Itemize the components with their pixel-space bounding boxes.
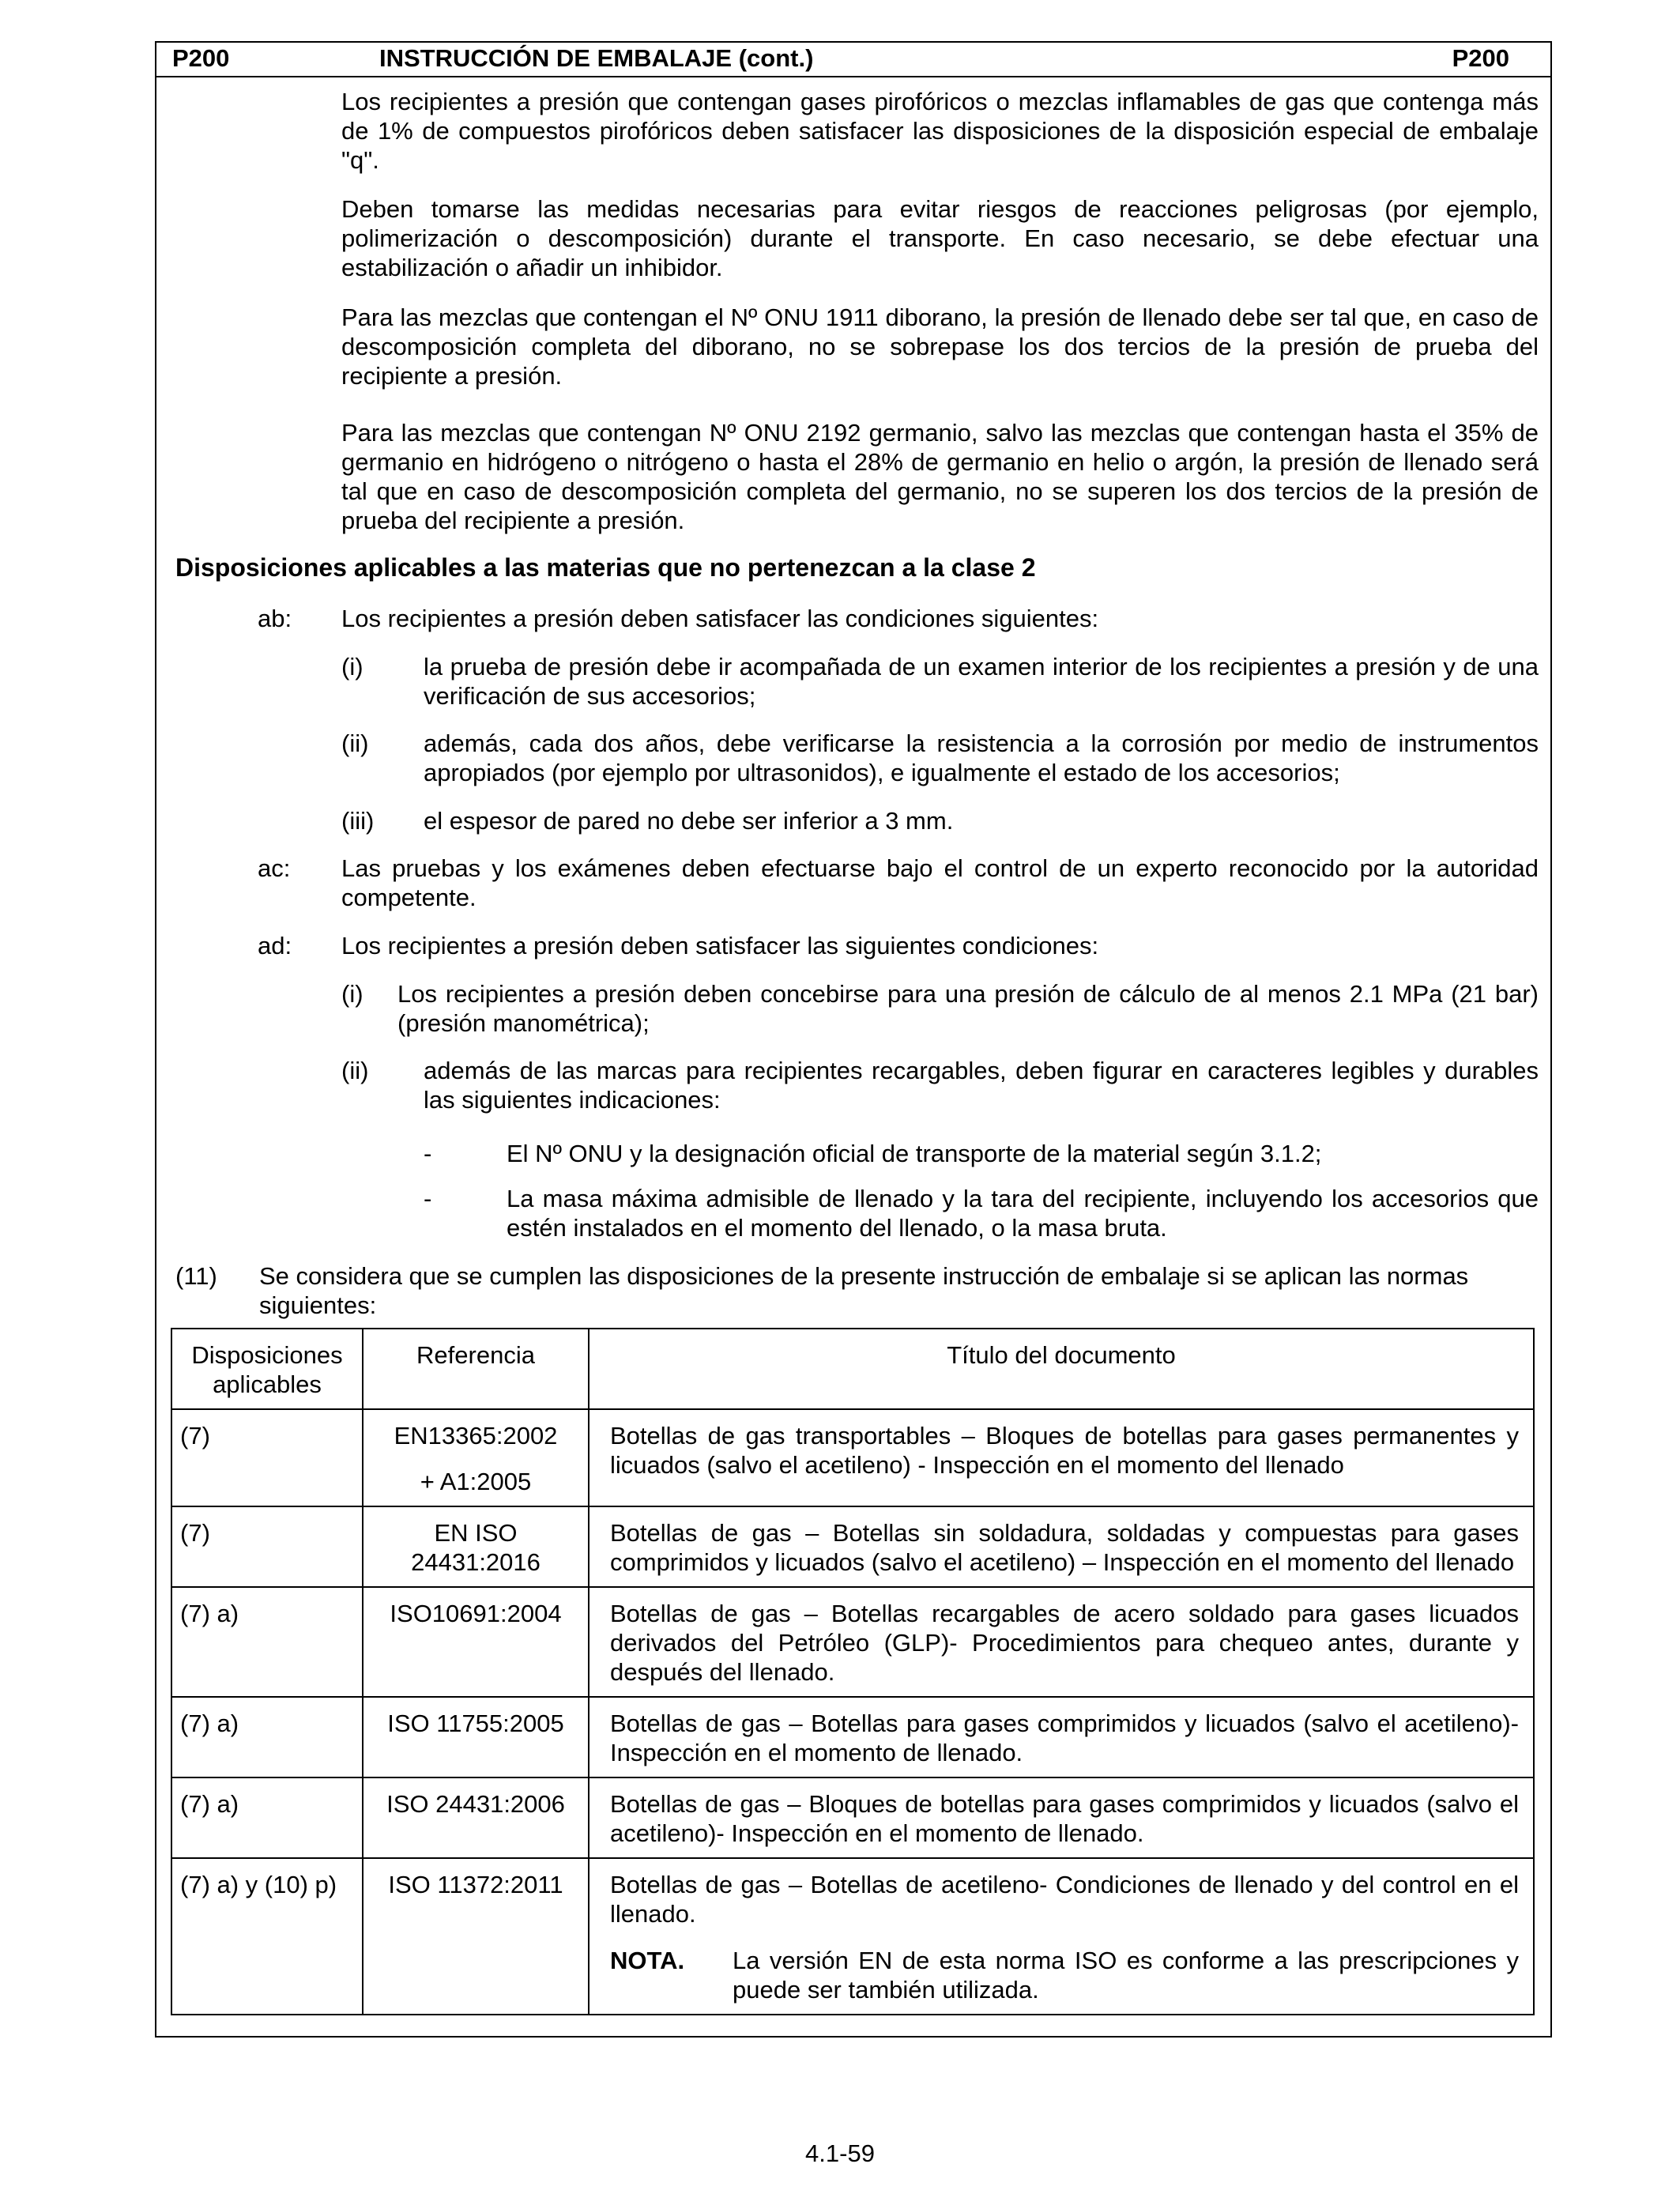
reference-amendment: + A1:2005 xyxy=(420,1468,532,1495)
dash-item-text: La masa máxima admisible de llenado y la tara del recipiente, incluyendo los accesorios que estén instalados en el momento del llenado, o la masa bruta. xyxy=(507,1185,1539,1242)
column-header: Referencia xyxy=(363,1329,589,1409)
provision-label-ab: ab: xyxy=(258,605,292,632)
column-header: Disposiciones aplicables xyxy=(171,1329,363,1409)
reference-cell: ISO 24431:2006 xyxy=(363,1777,589,1858)
list-item-text: además de las marcas para recipientes recargables, deben figurar en caracteres legibles y durables las siguientes indicaciones: xyxy=(424,1057,1539,1114)
column-header: Título del documento xyxy=(589,1329,1534,1409)
title-cell: Botellas de gas transportables – Bloques de botellas para gases permanentes y licuados (salvo el acetileno) - Inspección en el momento del llenado xyxy=(589,1409,1534,1506)
provision-cell: (7) a) xyxy=(171,1777,363,1858)
list-item-text: la prueba de presión debe ir acompañada de un examen interior de los recipientes a presión y de una verificación de sus accesorios; xyxy=(424,653,1539,710)
provision-cell: (7) xyxy=(171,1409,363,1506)
reference-text: EN13365:2002 xyxy=(394,1422,558,1449)
provision-cell: (7) a) xyxy=(171,1587,363,1697)
provision-label-ad: ad: xyxy=(258,932,292,959)
paragraph-diborane: Para las mezclas que contengan el Nº ONU 1911 diborano, la presión de llenado debe ser tal que, en caso de descomposición completa del diborano, no se sobrepase los dos tercios de la presión de prueba del recipiente a presión. xyxy=(341,303,1539,390)
header-title: INSTRUCCIÓN DE EMBALAJE (cont.) xyxy=(379,44,814,72)
paragraph-11-text: Se considera que se cumplen las disposiciones de la presente instrucción de embalaje si se aplican las normas siguientes: xyxy=(259,1262,1469,1319)
header-left-code: P200 xyxy=(172,44,230,72)
reference-cell: ISO10691:2004 xyxy=(363,1587,589,1697)
title-cell: Botellas de gas – Botellas sin soldadura, soldadas y compuestas para gases comprimidos y licuados (salvo el acetileno) – Inspección en el momento del llenado xyxy=(589,1506,1534,1587)
reference-cell: ISO 11755:2005 xyxy=(363,1697,589,1777)
provision-label-ac: ac: xyxy=(258,854,291,882)
provision-cell: (7) a) y (10) p) xyxy=(171,1858,363,2015)
dash-bullet: - xyxy=(424,1140,432,1167)
paragraph-pyrophoric: Los recipientes a presión que contengan gases pirofóricos o mezclas inflamables de gas que contenga más de 1% de compuestos pirofóricos deben satisfacer las disposiciones de la disposición especial de embalaje "q". xyxy=(341,88,1539,174)
table-row xyxy=(171,1587,1534,1697)
reference-cell: ISO 11372:2011 xyxy=(363,1858,589,2015)
provision-cell: (7) xyxy=(171,1506,363,1587)
title-text: Botellas de gas – Botellas de acetileno- Condiciones de llenado y del control en el llenado. xyxy=(610,1871,1519,1928)
title-cell: Botellas de gas – Botellas para gases comprimidos y licuados (salvo el acetileno)- Inspección en el momento de llenado. xyxy=(589,1697,1534,1777)
standards-table xyxy=(171,1328,1535,2015)
note xyxy=(610,1946,1519,2004)
paragraph-number-11: (11) xyxy=(175,1262,217,1290)
list-number: (iii) xyxy=(341,807,375,835)
title-cell: Botellas de gas – Botellas recargables de acero soldado para gases licuados derivados del Petróleo (GLP)- Procedimientos para chequeo antes, durante y después del llenado. xyxy=(589,1587,1534,1697)
paragraph-reactions: Deben tomarse las medidas necesarias para evitar riesgos de reacciones peligrosas (por ejemplo, polimerización o descomposición) durante el transporte. En caso necesario, se debe efectuar una estabilización o añadir un inhibidor. xyxy=(341,195,1539,281)
list-number: (i) xyxy=(341,980,363,1008)
table-row xyxy=(171,1506,1534,1587)
table-row xyxy=(171,1777,1534,1858)
provision-text-ad: Los recipientes a presión deben satisfacer las siguientes condiciones: xyxy=(341,932,1099,959)
title-cell: Botellas de gas – Bloques de botellas para gases comprimidos y licuados (salvo el acetileno)- Inspección en el momento de llenado. xyxy=(589,1777,1534,1858)
list-item-text-inline: Los recipientes a presión deben concebirse para una presión de cálculo de al menos 2.1 MPa (21 bar) (presión manométrica); xyxy=(397,980,1539,1037)
paragraph-germanium: Para las mezclas que contengan Nº ONU 2192 germanio, salvo las mezclas que contengan hasta el 35% de germanio en hidrógeno o nitrógeno o hasta el 28% de germanio en helio o argón, la presión de llenado será tal que en caso de descomposición completa del germanio, no se superen los dos tercios de la presión de prueba del recipiente a presión. xyxy=(341,419,1539,534)
dash-item-text: El Nº ONU y la designación oficial de transporte de la material según 3.1.2; xyxy=(507,1140,1322,1167)
page-number: 4.1-59 xyxy=(805,2139,875,2167)
title-cell xyxy=(589,1858,1534,2015)
table-row xyxy=(171,1858,1534,2015)
list-item-text xyxy=(397,979,1539,1038)
list-number: (ii) xyxy=(341,1057,369,1084)
section-heading: Disposiciones aplicables a las materias que no pertenezcan a la clase 2 xyxy=(175,553,1036,582)
note-label: NOTA. xyxy=(610,1947,685,1974)
note-text: La versión EN de esta norma ISO es conforme a las prescripciones y puede ser también utilizada. xyxy=(733,1947,1519,2004)
table-row xyxy=(171,1409,1534,1506)
provision-text-ab: Los recipientes a presión deben satisfacer las condiciones siguientes: xyxy=(341,605,1099,632)
provision-text-ac: Las pruebas y los exámenes deben efectuarse bajo el control de un experto reconocido por la autoridad competente. xyxy=(341,854,1539,911)
list-item-text: el espesor de pared no debe ser inferior a 3 mm. xyxy=(424,807,954,835)
list-item-text: además, cada dos años, debe verificarse la resistencia a la corrosión por medio de instrumentos apropiados (por ejemplo por ultrasonidos), e igualmente el estado de los accesorios; xyxy=(424,729,1539,786)
header-right-code: P200 xyxy=(1452,44,1509,72)
table-header-row xyxy=(171,1329,1534,1409)
reference-cell: EN ISO 24431:2016 xyxy=(363,1506,589,1587)
page-header xyxy=(155,41,1552,77)
dash-bullet: - xyxy=(424,1185,432,1212)
list-number: (i) xyxy=(341,653,363,680)
provision-cell: (7) a) xyxy=(171,1697,363,1777)
table-row xyxy=(171,1697,1534,1777)
reference-cell xyxy=(363,1409,589,1506)
list-number: (ii) xyxy=(341,729,369,757)
